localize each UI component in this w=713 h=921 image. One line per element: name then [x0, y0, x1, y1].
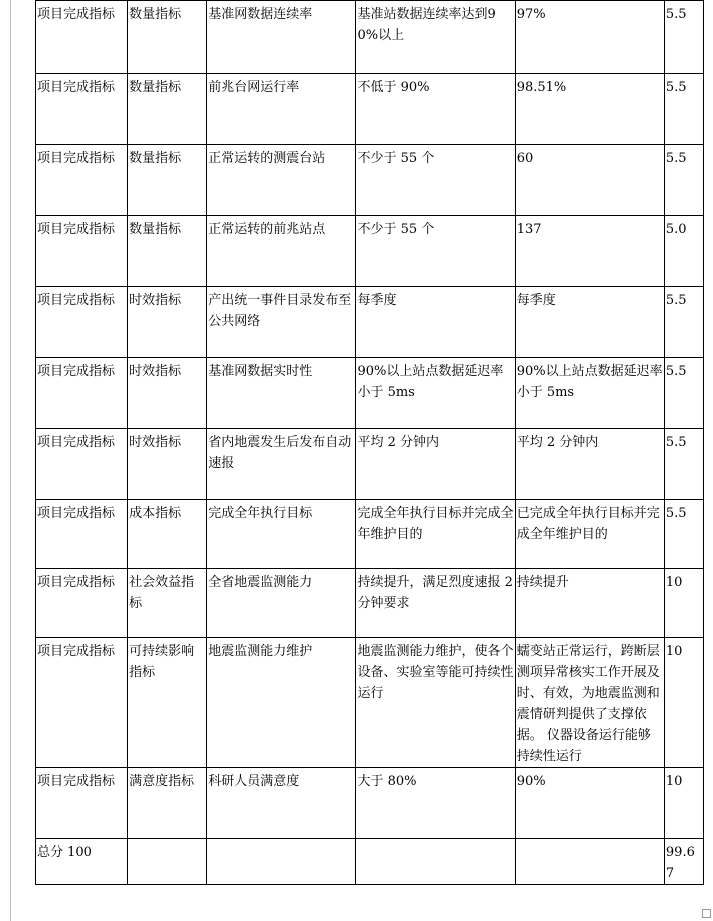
actual-cell: 每季度 [515, 287, 664, 358]
target-cell: 每季度 [356, 287, 515, 358]
indicator-cell: 正常运转的测震台站 [207, 145, 356, 216]
level2-cell: 时效指标 [128, 287, 207, 358]
table-resize-handle-icon[interactable] [702, 909, 711, 918]
score-cell: 5.5 [664, 429, 703, 500]
level2-cell: 时效指标 [128, 429, 207, 500]
target-cell: 地震监测能力维护，使各个设备、实验室等能可持续性运行 [356, 638, 515, 768]
total-label-cell: 总分 100 [36, 839, 128, 885]
level2-cell: 数量指标 [128, 74, 207, 145]
actual-cell: 蠕变站正常运行，跨断层测项异常核实工作开展及时、有效，为地震监测和震情研判提供了支撑依据。 仪器设备运行能够持续性运行 [515, 638, 664, 768]
indicator-cell: 完成全年执行目标 [207, 500, 356, 569]
target-cell: 不低于 90% [356, 74, 515, 145]
indicator-cell: 基准网数据连续率 [207, 1, 356, 74]
level1-cell: 项目完成指标 [36, 145, 128, 216]
table-row [36, 1, 704, 74]
level1-cell: 项目完成指标 [36, 768, 128, 839]
empty-cell [515, 839, 664, 885]
score-cell: 5.5 [664, 145, 703, 216]
table-row [36, 768, 704, 839]
table-row [36, 500, 704, 569]
level1-cell: 项目完成指标 [36, 358, 128, 429]
actual-cell: 97% [515, 1, 664, 74]
empty-cell [207, 839, 356, 885]
score-cell: 5.5 [664, 358, 703, 429]
table-row [36, 216, 704, 287]
target-cell: 大于 80% [356, 768, 515, 839]
score-cell: 10 [664, 768, 703, 839]
indicator-cell: 前兆台网运行率 [207, 74, 356, 145]
table-row [36, 569, 704, 638]
level1-cell: 项目完成指标 [36, 216, 128, 287]
indicator-cell: 全省地震监测能力 [207, 569, 356, 638]
score-cell: 5.5 [664, 500, 703, 569]
empty-cell [128, 839, 207, 885]
table-row [36, 638, 704, 768]
level1-cell: 项目完成指标 [36, 569, 128, 638]
actual-cell: 90%以上站点数据延迟率小于 5ms [515, 358, 664, 429]
actual-cell: 137 [515, 216, 664, 287]
level1-cell: 项目完成指标 [36, 500, 128, 569]
score-cell: 5.5 [664, 287, 703, 358]
score-cell: 10 [664, 569, 703, 638]
indicator-cell: 省内地震发生后发布自动速报 [207, 429, 356, 500]
table-row [36, 429, 704, 500]
score-cell: 5.5 [664, 74, 703, 145]
level2-cell: 社会效益指标 [128, 569, 207, 638]
indicator-cell: 科研人员满意度 [207, 768, 356, 839]
table-row [36, 74, 704, 145]
actual-cell: 98.51% [515, 74, 664, 145]
score-cell: 10 [664, 638, 703, 768]
level2-cell: 数量指标 [128, 145, 207, 216]
page-margin-rule [10, 0, 11, 921]
level2-cell: 满意度指标 [128, 768, 207, 839]
actual-cell: 平均 2 分钟内 [515, 429, 664, 500]
total-row [36, 839, 704, 885]
table-row [36, 287, 704, 358]
target-cell: 平均 2 分钟内 [356, 429, 515, 500]
actual-cell: 持续提升 [515, 569, 664, 638]
target-cell: 持续提升，满足烈度速报 2分钟要求 [356, 569, 515, 638]
score-cell: 5.5 [664, 1, 703, 74]
level1-cell: 项目完成指标 [36, 429, 128, 500]
level2-cell: 数量指标 [128, 216, 207, 287]
actual-cell: 已完成全年执行目标并完成全年维护目的 [515, 500, 664, 569]
performance-indicator-table [35, 0, 704, 885]
target-cell: 90%以上站点数据延迟率小于 5ms [356, 358, 515, 429]
target-cell: 不少于 55 个 [356, 145, 515, 216]
level2-cell: 数量指标 [128, 1, 207, 74]
target-cell: 不少于 55 个 [356, 216, 515, 287]
level1-cell: 项目完成指标 [36, 1, 128, 74]
level2-cell: 时效指标 [128, 358, 207, 429]
empty-cell [356, 839, 515, 885]
table-row [36, 145, 704, 216]
score-cell: 5.0 [664, 216, 703, 287]
indicator-cell: 地震监测能力维护 [207, 638, 356, 768]
target-cell: 基准站数据连续率达到90%以上 [356, 1, 515, 74]
table-row [36, 358, 704, 429]
indicator-cell: 正常运转的前兆站点 [207, 216, 356, 287]
indicator-cell: 基准网数据实时性 [207, 358, 356, 429]
total-score-cell: 99.67 [664, 839, 703, 885]
indicator-cell: 产出统一事件目录发布至公共网络 [207, 287, 356, 358]
actual-cell: 90% [515, 768, 664, 839]
target-cell: 完成全年执行目标并完成全年维护目的 [356, 500, 515, 569]
level1-cell: 项目完成指标 [36, 287, 128, 358]
level1-cell: 项目完成指标 [36, 74, 128, 145]
level1-cell: 项目完成指标 [36, 638, 128, 768]
actual-cell: 60 [515, 145, 664, 216]
level2-cell: 成本指标 [128, 500, 207, 569]
level2-cell: 可持续影响指标 [128, 638, 207, 768]
